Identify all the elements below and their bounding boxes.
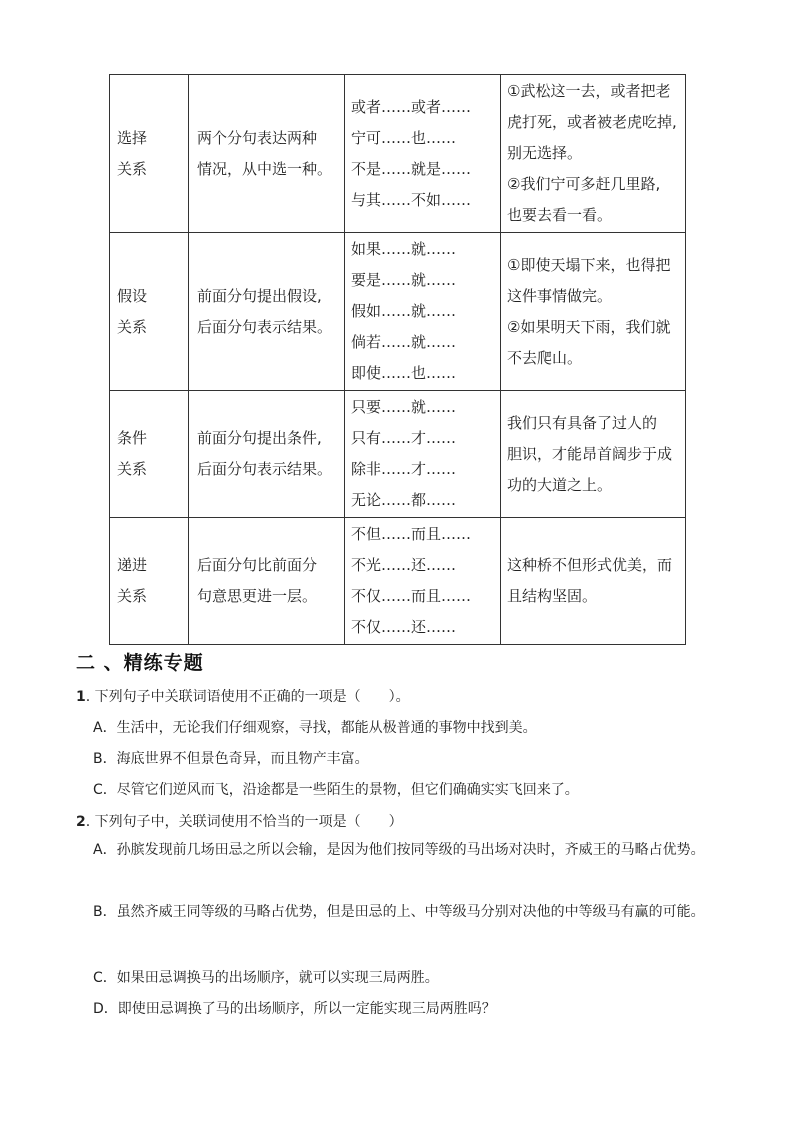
connective-word: 不光……还…… <box>351 556 457 574</box>
example-line: 胆识，才能昂首阔步于成 <box>507 444 673 463</box>
connective-word: 假如……就…… <box>351 302 457 320</box>
question-2-option-b: B．虽然齐威王同等级的马略占优势，但是田忌的上、中等级马分别对决他的中等级马有赢的可能。 <box>93 904 705 920</box>
relation-name-line: 关系 <box>117 460 148 478</box>
example-cell <box>501 518 686 645</box>
relation-name-line: 递进 <box>117 556 148 574</box>
relation-name-cell <box>110 391 189 518</box>
connective-word: 不仅……而且…… <box>351 587 472 605</box>
relation-name-cell <box>110 233 189 391</box>
example-line: ①即使天塌下来，也得把 <box>507 255 671 274</box>
table-row <box>110 233 686 391</box>
example-line: 不去爬山。 <box>507 348 583 367</box>
connective-word: 宁可……也…… <box>351 128 457 147</box>
example-line: 也要去看一看。 <box>507 206 613 224</box>
example-line: 功的大道之上。 <box>507 475 613 494</box>
connective-word: 倘若……就…… <box>351 333 457 351</box>
relation-name-line: 关系 <box>117 317 148 336</box>
definition-line: 前面分句提出条件, <box>197 429 322 447</box>
example-cell <box>501 233 686 391</box>
definition-line: 后面分句表示结果。 <box>197 317 333 336</box>
question-1-option-b: B．海底世界不但景色奇异，而且物产丰富。 <box>93 751 369 767</box>
connective-word: 无论……都…… <box>351 491 457 509</box>
connective-word: 要是……就…… <box>351 271 457 289</box>
connective-word: 不仅……还…… <box>351 618 457 636</box>
relation-name-line: 关系 <box>117 587 148 605</box>
definition-line: 前面分句提出假设, <box>197 286 322 305</box>
relation-definition-cell <box>189 391 345 518</box>
connective-word: 如果……就…… <box>351 240 457 258</box>
question-2-option-c: C．如果田忌调换马的出场顺序，就可以实现三局两胜。 <box>93 970 439 986</box>
question-1-option-a: A．生活中，无论我们仔细观察，寻找，都能从极普通的事物中找到美。 <box>93 720 537 736</box>
relation-name-line: 关系 <box>117 159 148 178</box>
connective-words-cell <box>345 518 501 645</box>
connective-word: 不是……就是…… <box>351 159 472 178</box>
example-line: 虎打死，或者被老虎吃掉, <box>507 113 677 131</box>
question-number: 2 <box>76 814 86 830</box>
relation-definition-cell <box>189 233 345 391</box>
connective-word: 不但……而且…… <box>351 525 472 543</box>
example-line: 这件事情做完。 <box>507 286 613 305</box>
connective-words-cell <box>345 391 501 518</box>
definition-line: 后面分句比前面分 <box>197 556 318 574</box>
connective-word: 只有……才…… <box>351 429 457 447</box>
example-line: ②如果明天下雨，我们就 <box>507 317 671 336</box>
example-line: 这种桥不但形式优美，而 <box>507 556 673 574</box>
relation-name-line: 选择 <box>117 128 148 147</box>
definition-line: 句意思更进一层。 <box>197 587 318 605</box>
connective-word: 除非……才…… <box>351 460 457 478</box>
connective-words-cell <box>345 75 501 233</box>
relation-name-line: 假设 <box>117 286 148 305</box>
example-line: 且结构坚固。 <box>507 587 598 605</box>
section-title: 二 、精练专题 <box>76 652 204 674</box>
connective-word: 只要……就…… <box>351 398 457 416</box>
connective-word: 与其……不如…… <box>351 190 472 209</box>
table-row <box>110 518 686 645</box>
example-line: ①武松这一去，或者把老 <box>507 82 671 100</box>
table-row <box>110 75 686 233</box>
question-2-option-d: D．即使田忌调换了马的出场顺序，所以一定能实现三局两胜吗？ <box>93 1001 496 1017</box>
example-line: 我们只有具备了过人的 <box>507 413 658 432</box>
connective-word: 即使……也…… <box>351 364 457 382</box>
relation-definition-cell <box>189 518 345 645</box>
definition-line: 两个分句表达两种 <box>197 128 318 147</box>
question-text: . 下列句子中关联词语使用不正确的一项是（ ）。 <box>85 689 410 705</box>
question-2-stem <box>76 811 403 831</box>
example-cell <box>501 391 686 518</box>
example-line: 别无选择。 <box>507 144 583 162</box>
question-2-option-a: A．孙膑发现前几场田忌之所以会输，是因为他们按同等级的马出场对决时，齐威王的马略占优势。 <box>93 842 705 858</box>
definition-line: 情况，从中选一种。 <box>197 159 333 178</box>
question-1-option-c: C．尽管它们逆风而飞，沿途都是一些陌生的景物，但它们确确实实飞回来了。 <box>93 782 579 798</box>
question-1-stem <box>76 686 410 706</box>
relation-name-cell <box>110 518 189 645</box>
connective-words-cell <box>345 233 501 391</box>
table-row <box>110 391 686 518</box>
relation-name-line: 条件 <box>117 429 148 447</box>
question-number: 1 <box>76 689 86 705</box>
question-text: . 下列句子中，关联词使用不恰当的一项是（ ） <box>85 814 403 830</box>
relation-name-cell <box>110 75 189 233</box>
example-cell <box>501 75 686 233</box>
connective-word: 或者……或者…… <box>351 97 472 116</box>
example-line: ②我们宁可多赶几里路, <box>507 175 661 193</box>
relation-definition-cell <box>189 75 345 233</box>
definition-line: 后面分句表示结果。 <box>197 460 333 478</box>
relation-table <box>109 74 686 645</box>
